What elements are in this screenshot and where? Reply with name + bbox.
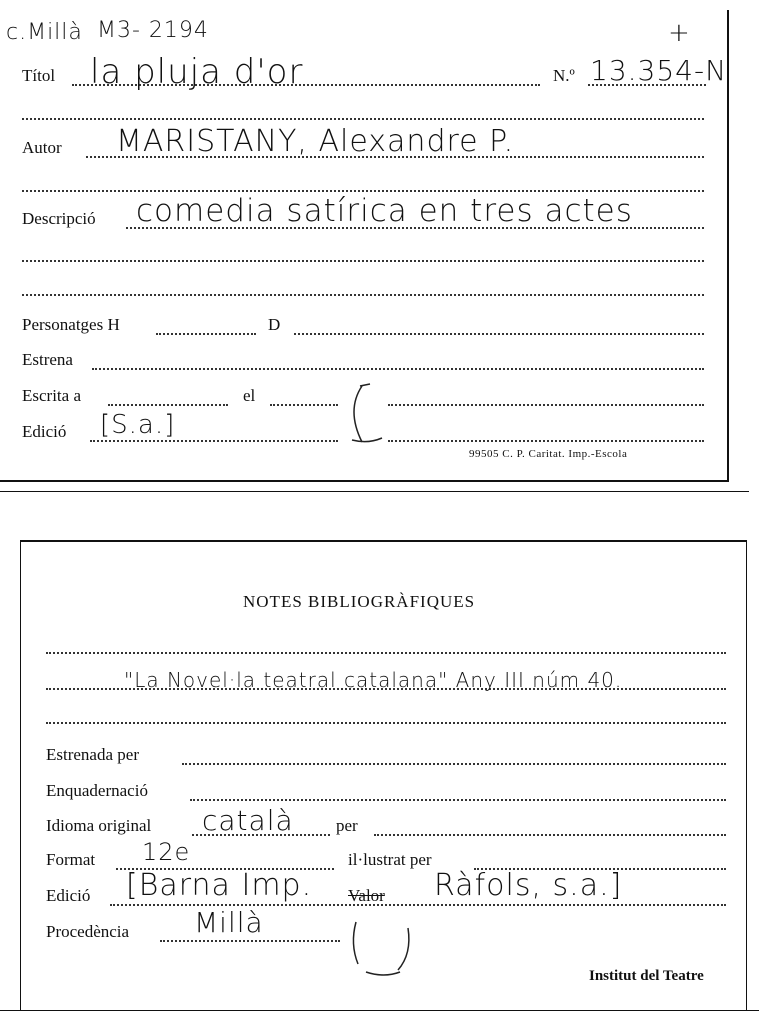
institution-stamp: Institut del Teatre xyxy=(589,968,704,984)
num-value: 13.354-N xyxy=(590,54,728,87)
corner-note: c.Millà xyxy=(6,20,83,45)
d-label: D xyxy=(268,315,281,334)
el-label: el xyxy=(243,386,256,405)
titol-label: Títol xyxy=(22,66,56,85)
procedencia-label: Procedència xyxy=(46,922,130,941)
notes-heading: NOTES BIBLIOGRÀFIQUES xyxy=(243,592,476,611)
autor-value: MARISTANY, Alexandre P. xyxy=(116,124,515,159)
autor-label: Autor xyxy=(22,138,62,157)
per-label: per xyxy=(336,816,358,835)
corner-mark: + xyxy=(668,18,691,48)
valor-label: Valor xyxy=(348,886,385,905)
estrena-label: Estrena xyxy=(22,350,73,369)
enquadernacio-label: Enquadernació xyxy=(46,781,148,800)
format-value: 12e xyxy=(142,838,191,866)
descripcio-label: Descripció xyxy=(22,209,96,228)
titol-value: la pluja d'or xyxy=(90,52,304,92)
format-label: Format xyxy=(46,850,96,869)
printer-credit: 99505 C. P. Caritat. Imp.-Escola xyxy=(469,448,628,460)
num-label: N.º xyxy=(553,66,575,85)
edicio-value-b: Ràfols, s.a.] xyxy=(434,868,623,903)
escrita-label: Escrita a xyxy=(22,386,81,405)
procedencia-value: Millà xyxy=(194,906,264,939)
estrenada-label: Estrenada per xyxy=(46,745,139,764)
corner-code: M3- 2194 xyxy=(97,18,209,43)
edicio-label: Edició xyxy=(22,422,67,441)
punch-hole-2 xyxy=(340,914,420,984)
idioma-label: Idioma original xyxy=(46,816,152,835)
note-line: "La Novel·la teatral catalana" Any III núm 40. xyxy=(124,668,623,692)
punch-hole xyxy=(330,380,390,450)
edicio-label-2: Edició xyxy=(46,886,91,905)
personatges-label: Personatges H xyxy=(22,315,120,334)
descripcio-value: comedia satírica en tres actes xyxy=(136,193,633,229)
edicio-value: [S.a.] xyxy=(100,410,176,440)
idioma-value: català xyxy=(202,804,294,837)
illustrat-label: il·lustrat per xyxy=(348,850,432,869)
edicio-value-a: [Barna Imp. xyxy=(126,868,313,903)
